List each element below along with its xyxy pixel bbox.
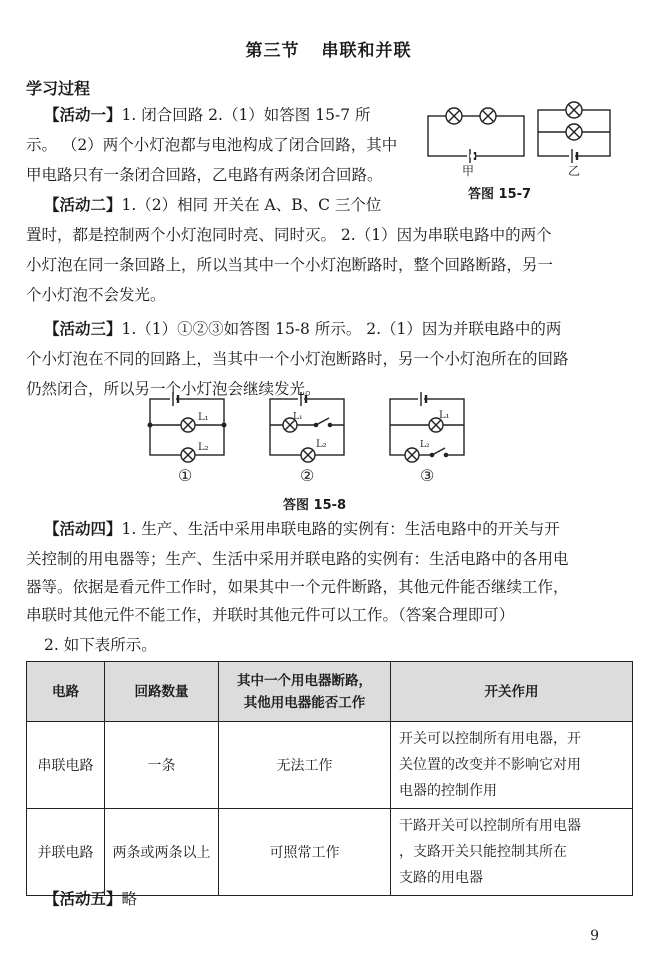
activity4-text1: 1. 生产、生活中采用串联电路的实例有：生活电路中的开关与开 [121, 520, 560, 538]
cell-name: 串联电路 [27, 722, 105, 809]
circuit-yi [538, 102, 610, 163]
activity4-line3: 器等。依据是看元件工作时，如果其中一个元件断路，其他元件能否继续工作， [26, 578, 569, 596]
activity4-line1 [44, 514, 560, 544]
circuit-3 [390, 392, 464, 462]
header-circuit: 电路 [27, 662, 105, 722]
c3-l2: L₂ [420, 440, 430, 450]
activity1-line1 [44, 100, 371, 130]
activity5-tag: 【活动五】 [44, 890, 122, 908]
activity1-line2: 示。 （2）两个小灯泡都与电池构成了闭合回路，其中 [26, 136, 398, 154]
switch-line1: 开关可以控制所有用电器，开 [399, 731, 581, 747]
circuit-number-2: ② [300, 466, 315, 485]
switch-line3: 支路的用电器 [399, 870, 483, 886]
activity1-line3: 甲电路只有一条闭合回路，乙电路有两条闭合回路。 [26, 166, 383, 184]
cell-switch [391, 722, 633, 809]
section-number: 第三节 [245, 41, 300, 61]
c2-l1: L₁ [293, 412, 303, 422]
section-title [0, 36, 657, 61]
cell-works: 无法工作 [219, 722, 391, 809]
cell-switch [391, 809, 633, 896]
cell-name: 并联电路 [27, 809, 105, 896]
circuit-jia [428, 108, 524, 163]
activity4-line4: 串联时其他元件不能工作，并联时其他元件可以工作。（答案合理即可） [26, 606, 515, 624]
circuit-1 [148, 392, 226, 462]
activity3-line3: 仍然闭合，所以另一个小灯泡会继续发光。 [26, 380, 321, 398]
c1-l2: L₂ [198, 442, 209, 453]
activity4-line5: 2. 如下表所示。 [44, 636, 157, 654]
c3-l1: L₁ [439, 410, 450, 421]
activity4-tag: 【活动四】 [44, 520, 122, 538]
circuit-number-3: ③ [420, 466, 435, 485]
table-header-row [27, 662, 633, 722]
table-row [27, 809, 633, 896]
circuit-number-1: ① [178, 466, 193, 485]
activity1-tag: 【活动一】 [44, 106, 122, 124]
switch-line2: ，支路开关只能控制其所在 [399, 844, 567, 860]
figure-15-7 [418, 96, 618, 178]
caption-15-7: 答图 15-7 [468, 187, 532, 202]
label-yi: 乙 [568, 164, 581, 178]
comparison-table [26, 661, 633, 896]
c1-l1: L₁ [198, 412, 209, 423]
figure-15-8 [140, 385, 470, 490]
caption-15-8: 答图 15-8 [283, 498, 347, 513]
activity1-text1: 1. 闭合回路 2.（1）如答图 15-7 所 [121, 106, 371, 124]
header-works-line1: 其中一个用电器断路， [237, 672, 372, 689]
section-name: 串联和并联 [321, 41, 412, 61]
c2-l2: L₂ [316, 439, 327, 450]
table-row [27, 722, 633, 809]
header-switch: 开关作用 [391, 662, 633, 722]
activity3-line2: 个小灯泡在不同的回路上，当其中一个小灯泡断路时，另一个小灯泡所在的回路 [26, 350, 569, 368]
cell-loops: 两条或两条以上 [105, 809, 219, 896]
activity2-line2: 置时，都是控制两个小灯泡同时亮、同时灭。 2.（1）因为串联电路中的两个 [26, 226, 552, 244]
label-jia: 甲 [462, 164, 475, 178]
activity4-line2: 关控制的用电器等；生产、生活中采用并联电路的实例有：生活电路中的各用电 [26, 550, 569, 568]
header-works [219, 662, 391, 722]
activity3-tag: 【活动三】 [44, 320, 122, 338]
activity5-text: 略 [121, 890, 138, 908]
cell-loops: 一条 [105, 722, 219, 809]
page-number: 9 [590, 928, 599, 944]
header-works-line2: 其他用电器能否工作 [243, 694, 366, 711]
switch-line1: 干路开关可以控制所有用电器 [399, 818, 581, 834]
activity2-line3: 小灯泡在同一条回路上，所以当其中一个小灯泡断路时，整个回路断路，另一 [26, 256, 554, 274]
heading-learning-process: 学习过程 [26, 79, 91, 98]
activity2-line1 [44, 190, 381, 220]
switch-line3: 电器的控制作用 [399, 783, 497, 799]
activity2-text1: 1.（2）相同 开关在 A、B、C 三个位 [121, 196, 382, 214]
activity2-tag: 【活动二】 [44, 196, 122, 214]
activity5-line [44, 884, 137, 914]
circuit-2 [270, 392, 344, 462]
activity2-line4: 个小灯泡不会发光。 [26, 286, 166, 304]
cell-works: 可照常工作 [219, 809, 391, 896]
switch-line2: 关位置的改变并不影响它对用 [399, 757, 581, 773]
activity3-line1 [44, 314, 561, 344]
activity3-text1: 1.（1）①②③如答图 15-8 所示。 2.（1）因为并联电路中的两 [121, 320, 562, 338]
header-loops: 回路数量 [105, 662, 219, 722]
